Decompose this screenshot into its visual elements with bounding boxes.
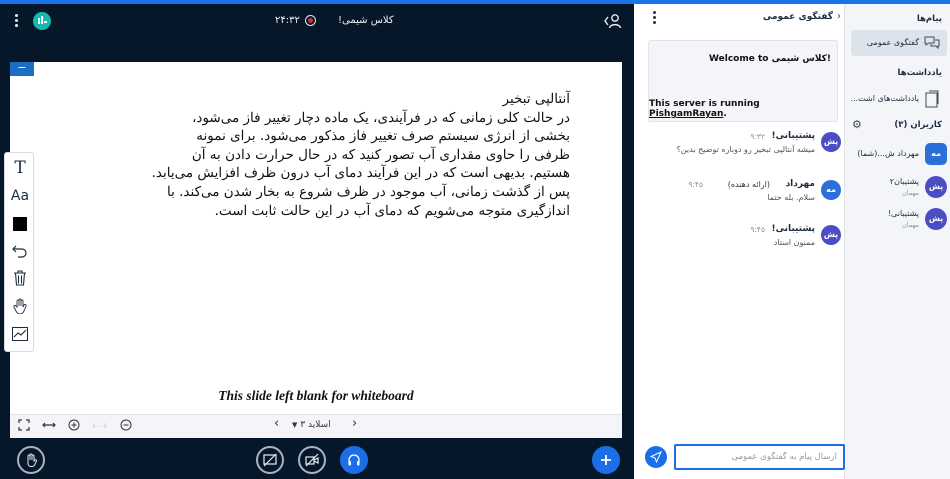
avatar: مه <box>925 143 947 165</box>
font-size-icon[interactable]: Aa <box>10 188 30 204</box>
slide-line: بخشی از انرژی سیستم صرف تغییر فاز مذکور می‌شود. برای نمونه <box>196 128 570 145</box>
message-text: سلام. بله حتما <box>767 193 815 202</box>
fit-width-icon[interactable] <box>42 419 56 434</box>
sidebar-item-label: یادداشت‌های اشت... <box>850 94 919 103</box>
sidebar-item-label: گفتگوی عمومی <box>866 38 919 47</box>
user-list-sidebar <box>845 4 950 479</box>
zoom-level: ۱۰۰٪ <box>92 422 108 430</box>
server-info-suffix: . <box>723 109 727 119</box>
server-info <box>649 99 831 119</box>
whiteboard-toolbar <box>4 152 34 352</box>
trash-icon[interactable] <box>7 265 33 291</box>
message-time: ۹:۴۵ <box>750 225 765 234</box>
message-text: میشه آنتالپی تبخیر رو دوباره توضیح بدین؟ <box>676 145 815 154</box>
camera-off-button[interactable] <box>298 446 326 474</box>
welcome-line: Welcome to کلاس شیمی! <box>709 54 831 64</box>
send-message-button[interactable] <box>645 446 667 468</box>
options-menu-icon[interactable] <box>11 13 21 29</box>
chat-message <box>634 176 845 216</box>
user-list-item[interactable] <box>851 172 947 202</box>
notes-section-title: یادداشت‌ها <box>897 68 942 78</box>
chat-message <box>634 221 845 261</box>
sidebar-item-shared-notes[interactable] <box>851 86 947 112</box>
slide-footer: This slide left blank for whiteboard <box>218 388 414 403</box>
server-info-prefix: This server is running <box>649 99 760 109</box>
session-timer: ۲۴:۳۲ <box>275 15 300 26</box>
zoom-out-icon[interactable] <box>120 419 132 434</box>
slide-heading: آنتالپی تبخیر <box>502 91 570 107</box>
audio-headphones-button[interactable] <box>340 446 368 474</box>
fullscreen-icon[interactable] <box>18 419 30 434</box>
user-name: پشتیبانی! <box>887 209 919 218</box>
sender-name: پشتیبانی! <box>771 131 815 141</box>
chat-bubbles-icon <box>923 35 941 51</box>
users-section-title: کاربران (۳) <box>894 120 942 130</box>
presentation-slide <box>10 62 622 438</box>
slide-selector[interactable] <box>292 420 331 430</box>
actions-plus-button[interactable] <box>592 446 620 474</box>
app-logo <box>33 12 51 30</box>
user-name: مهرداد ش...(شما) <box>857 149 919 158</box>
user-list-item[interactable] <box>851 204 947 234</box>
avatar: پش <box>925 208 947 230</box>
notes-icon <box>925 90 939 108</box>
chat-header <box>634 4 845 30</box>
minimize-presentation-button[interactable]: − <box>10 62 34 76</box>
chat-message <box>634 128 845 168</box>
slide-line: ظرفی را حاوی مقداری آب تصور کنید که در حال حرارت دادن به آن <box>191 146 570 163</box>
user-role: مهمان <box>902 189 919 197</box>
avatar: پش <box>925 176 947 198</box>
avatar: پش <box>821 225 841 245</box>
welcome-message <box>648 40 838 122</box>
meeting-title: کلاس شیمی! <box>338 15 394 26</box>
sender-name: مهرداد <box>785 179 815 189</box>
stage-header <box>0 4 634 38</box>
chat-options-icon[interactable] <box>653 11 657 26</box>
chevron-right-icon[interactable]: › <box>837 11 841 22</box>
color-picker-icon[interactable] <box>7 211 33 237</box>
undo-icon[interactable] <box>7 237 33 263</box>
slide-text <box>120 90 570 220</box>
next-slide-button[interactable]: ‹ <box>274 416 280 431</box>
user-role: مهمان <box>902 221 919 229</box>
zoom-in-icon[interactable] <box>68 419 80 434</box>
user-name: پشتیبان۲ <box>889 177 919 186</box>
slide-navigation-bar <box>10 414 622 438</box>
avatar: پش <box>821 132 841 152</box>
message-text: ممنون استاد <box>773 238 815 247</box>
messages-section-title: پیام‌ها <box>916 14 942 24</box>
slide-selector-label: اسلاید ۳ <box>300 420 331 430</box>
slide-line: هستیم. بدیهی است که در این فرآیند دمای آب درون ظرف افزایش می‌یابد. <box>151 165 570 182</box>
previous-slide-button[interactable]: › <box>352 416 358 431</box>
raise-hand-button[interactable] <box>17 446 45 474</box>
message-time: ۹:۴۵ <box>688 180 703 189</box>
chat-panel <box>634 4 845 479</box>
multi-user-whiteboard-icon[interactable] <box>7 321 33 347</box>
avatar: مه <box>821 180 841 200</box>
screen-share-off-button[interactable] <box>256 446 284 474</box>
sender-role: (ارائه دهنده) <box>727 180 770 189</box>
message-time: ۹:۳۲ <box>750 132 765 141</box>
record-icon[interactable] <box>305 15 316 26</box>
user-list-item[interactable] <box>851 139 947 169</box>
gear-icon[interactable]: ⚙ <box>852 118 862 131</box>
slide-line: اندازگیری متوجه می‌شویم که دمای آب در این حالت ثابت است. <box>214 202 570 219</box>
text-tool-icon[interactable]: T <box>14 158 26 178</box>
chevron-down-icon: ▼ <box>292 421 298 429</box>
presentation-stage <box>0 4 634 479</box>
hand-pan-icon[interactable] <box>7 293 33 319</box>
user-list-toggle-icon[interactable] <box>604 13 622 29</box>
sender-name: پشتیبانی! <box>771 224 815 234</box>
slide-line: در حالت کلی زمانی که در فرآیندی، یک ماده دچار تغییر فاز می‌شود، <box>192 109 570 126</box>
chat-title: گفتگوی عمومی <box>762 12 833 22</box>
slide-line: پس از گذشت زمانی، آب موجود در ظرف شروع به بخار شدن می‌کند. با <box>166 183 570 200</box>
sidebar-item-public-chat[interactable] <box>851 30 947 56</box>
chat-message-input[interactable] <box>674 444 845 470</box>
server-link[interactable]: PishgamRayan <box>649 109 724 119</box>
